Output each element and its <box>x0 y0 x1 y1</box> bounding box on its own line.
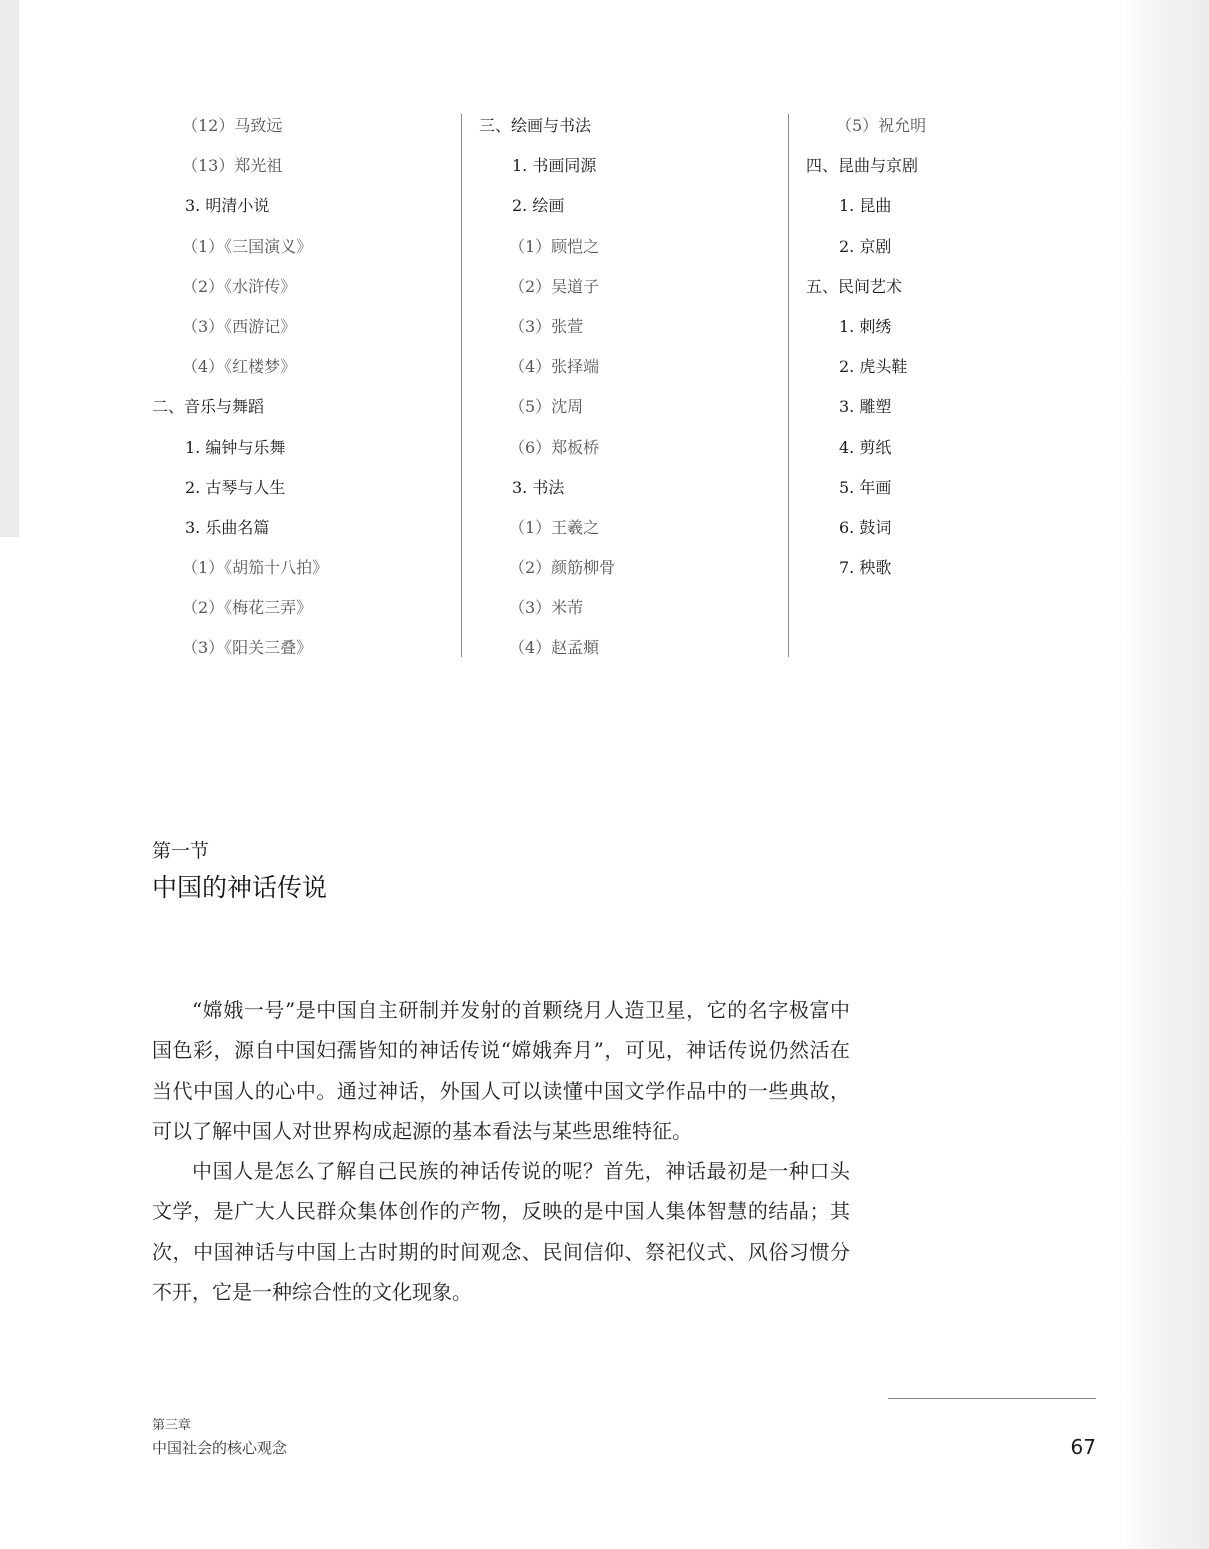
toc-entry: 3. 乐曲名篇 <box>185 517 270 537</box>
toc-entry: （3）米芾 <box>509 598 584 618</box>
footer-chapter-number: 第三章 <box>152 1418 192 1433</box>
section-number: 第一节 <box>152 840 210 862</box>
footer-rule <box>888 1398 1096 1399</box>
toc-entry: （1）王羲之 <box>509 517 600 537</box>
toc-column-3 <box>806 106 1106 588</box>
toc-entry: （4）赵孟頫 <box>509 638 600 658</box>
toc-entry: 三、绘画与书法 <box>479 116 592 135</box>
toc-entry: 2. 京剧 <box>839 236 892 256</box>
page-number: 67 <box>1070 1435 1096 1459</box>
toc-entry: 3. 明清小说 <box>185 196 270 216</box>
toc-entry: 7. 秧歌 <box>839 558 892 578</box>
toc-entry: （3）《西游记》 <box>182 316 297 336</box>
toc-entry: （4）张择端 <box>509 357 600 377</box>
toc-entry: （12）马致远 <box>182 116 283 135</box>
toc-entry: 1. 编钟与乐舞 <box>185 437 286 457</box>
toc-column-divider <box>788 114 789 657</box>
toc-entry: （2）《梅花三弄》 <box>182 598 313 618</box>
page-gutter-shadow <box>0 0 19 537</box>
toc-entry: （2）吴道子 <box>509 276 600 296</box>
toc-entry: 1. 刺绣 <box>839 316 892 336</box>
toc-entry: 四、昆曲与京剧 <box>806 156 919 176</box>
toc-entry: 3. 书法 <box>512 477 565 497</box>
toc-entry: （5）沈周 <box>509 397 584 417</box>
toc-entry: （2）颜筋柳骨 <box>509 558 616 578</box>
toc-entry: 3. 雕塑 <box>839 397 892 417</box>
toc-entry: 4. 剪纸 <box>839 437 892 457</box>
toc-column-1 <box>152 106 452 669</box>
toc-entry: （1）顾恺之 <box>509 236 600 256</box>
body-text <box>152 990 850 1312</box>
toc-entry: 五、民间艺术 <box>806 276 903 296</box>
paragraph: “嫦娥一号”是中国自主研制并发射的首颗绕月人造卫星，它的名字极富中国色彩，源自中国妇孺皆知的神话传说“嫦娥奔月”，可见，神话传说仍然活在当代中国人的心中。通过神话，外国人可以读懂中国文学作品中的一些典故，可以了解中国人对世界构成起源的基本看法与某些思维特征。 <box>152 998 850 1143</box>
toc-entry: （6）郑板桥 <box>509 437 600 457</box>
section-title: 中国的神话传说 <box>152 873 328 902</box>
toc-entry: （2）《水浒传》 <box>182 276 297 296</box>
toc-entry: 2. 古琴与人生 <box>185 477 286 497</box>
toc-entry: （13）郑光祖 <box>182 156 283 176</box>
toc-entry: （3）《阳关三叠》 <box>182 638 313 658</box>
toc-entry: 二、音乐与舞蹈 <box>152 397 265 417</box>
toc-entry: （1）《胡笳十八拍》 <box>182 558 329 578</box>
toc-column-divider <box>461 114 462 657</box>
toc-entry: 5. 年画 <box>839 477 892 497</box>
toc-entry: 2. 绘画 <box>512 196 565 216</box>
toc-entry: （1）《三国演义》 <box>182 236 313 256</box>
toc-entry: （3）张萱 <box>509 316 584 336</box>
paragraph: 中国人是怎么了解自己民族的神话传说的呢？首先，神话最初是一种口头文学，是广大人民群众集体创作的产物，反映的是中国人集体智慧的结晶；其次，中国神话与中国上古时期的时间观念、民间信仰、祭祀仪式、风俗习惯分不开，它是一种综合性的文化现象。 <box>152 1159 850 1305</box>
toc-entry: 1. 书画同源 <box>512 156 597 176</box>
toc-entry: 2. 虎头鞋 <box>839 357 908 377</box>
page-edge-shadow <box>1119 0 1209 1549</box>
toc-entry: 6. 鼓词 <box>839 517 892 537</box>
toc-column-2 <box>479 106 779 669</box>
toc-entry: 1. 昆曲 <box>839 196 892 216</box>
footer-chapter-title: 中国社会的核心观念 <box>152 1439 288 1457</box>
toc-entry: （5）祝允明 <box>836 116 927 135</box>
toc-entry: （4）《红楼梦》 <box>182 357 297 377</box>
